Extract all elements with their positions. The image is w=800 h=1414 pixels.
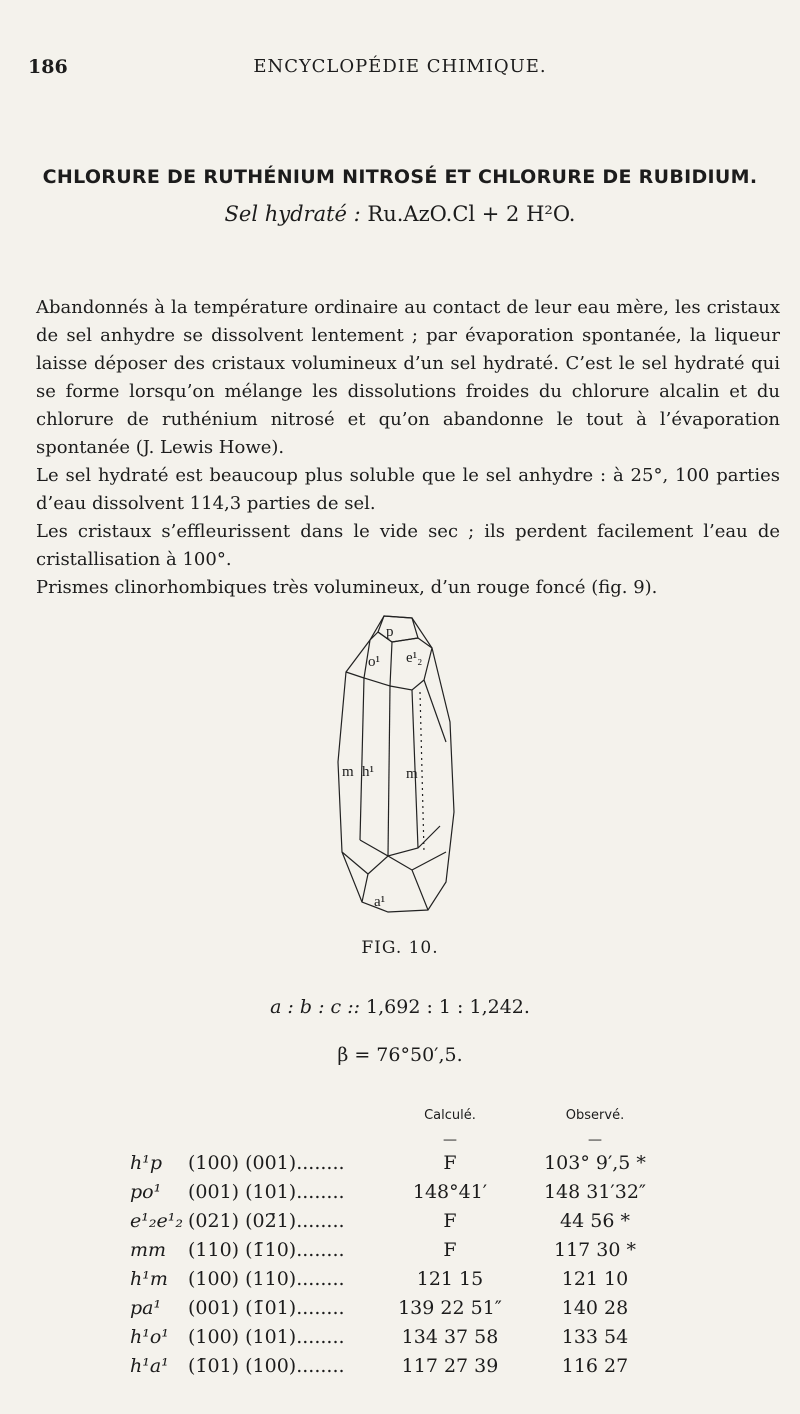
face-indices: (1̄01) (100)........ <box>188 1355 345 1377</box>
calculated-value: 134 37 58 <box>401 1326 499 1348</box>
table-header <box>130 1108 690 1152</box>
header-dash-calculated: — <box>443 1132 457 1148</box>
angle-symbol: mm <box>130 1239 167 1261</box>
figure-caption: FIG. 10. <box>361 938 439 958</box>
observed-value: 103° 9′,5 * <box>544 1152 646 1174</box>
paragraph-4: Prismes clinorhombiques très volumineux, d’un rouge foncé (fig. 9). <box>36 577 658 598</box>
label-h1: h¹ <box>362 764 374 780</box>
calculated-value: 139 22 51″ <box>398 1297 502 1319</box>
axial-ratio <box>0 996 800 1018</box>
header-calculated: Calculé. <box>424 1108 476 1123</box>
angle-table <box>130 1108 690 1384</box>
table-row <box>130 1268 690 1297</box>
calculated-value: F <box>443 1210 457 1232</box>
calculated-value: 121 15 <box>416 1268 484 1290</box>
paragraph-2: Le sel hydraté est beaucoup plus soluble que le sel anhydre : à 25°, 100 parties d’eau dissolvent 114,3 parties de sel. <box>36 465 780 514</box>
angle-symbol: h¹m <box>130 1268 168 1290</box>
angle-symbol: h¹p <box>130 1152 163 1174</box>
edge-prism-2 <box>388 686 390 856</box>
angle-symbol: h¹a¹ <box>130 1355 169 1377</box>
observed-value: 140 28 <box>561 1297 629 1319</box>
section-subtitle <box>0 202 800 226</box>
edge-dotted <box>420 692 424 852</box>
observed-value: 44 56 * <box>560 1210 630 1232</box>
label-o1: o¹ <box>368 654 380 670</box>
crystal-outline <box>338 616 454 912</box>
table-row <box>130 1152 690 1181</box>
face-indices: (001) (101)........ <box>188 1181 345 1203</box>
running-head <box>0 56 800 84</box>
face-p <box>378 616 418 642</box>
edge-base <box>360 826 440 856</box>
observed-value: 121 10 <box>561 1268 629 1290</box>
table-row <box>130 1239 690 1268</box>
face-indices: (110) (1̄10)........ <box>188 1239 345 1261</box>
edge-prism-1 <box>360 678 364 840</box>
table-row <box>130 1210 690 1239</box>
crystal-drawing <box>320 612 470 922</box>
edge-prism-5 <box>346 672 364 678</box>
calculated-value: 117 27 39 <box>401 1355 499 1377</box>
table-row <box>130 1297 690 1326</box>
label-m-right: m <box>406 766 418 782</box>
paragraph-1: Abandonnés à la température ordinaire au contact de leur eau mère, les cristaux de sel anhydre se dissolvent lentement ; par évaporation spontanée, la liqueur laisse déposer des cristaux volumineux d’un sel hydraté. C’est le sel hydraté qui se forme lorsqu’on mélange les dissolutions froides du chlorure alcalin et du chlorure de ruthénium nitrosé et qu’on abandonne le tout à l’évaporation spontanée (J. Lewis Howe). <box>36 297 780 458</box>
paragraph-3: Les cristaux s’effleurissent dans le vide sec ; ils perdent facilement l’eau de cristallisation à 100°. <box>36 521 780 570</box>
edge-base-3 <box>412 852 446 870</box>
page-number: 186 <box>28 56 68 78</box>
angle-symbol: h¹o¹ <box>130 1326 169 1348</box>
subtitle-formula: Ru.AzO.Cl + 2 H²O. <box>367 202 576 226</box>
observed-value: 148 31′32″ <box>543 1181 647 1203</box>
edge-prism-4 <box>424 680 446 742</box>
beta-angle: β = 76°50′,5. <box>337 1044 463 1066</box>
calculated-value: F <box>443 1239 457 1261</box>
axial-label: a : b : c :: <box>270 996 360 1018</box>
label-p: p <box>386 624 394 640</box>
face-indices: (100) (110)........ <box>188 1268 345 1290</box>
table-row <box>130 1326 690 1355</box>
calculated-value: 148°41′ <box>412 1181 488 1203</box>
observed-value: 117 30 * <box>553 1239 637 1261</box>
observed-value: 116 27 <box>561 1355 629 1377</box>
section-title: CHLORURE DE RUTHÉNIUM NITROSÉ ET CHLORURE DE RUBIDIUM. <box>42 166 758 188</box>
face-indices: (100) (101)........ <box>188 1326 345 1348</box>
header-dash-observed: — <box>588 1132 602 1148</box>
angle-symbol: po¹ <box>130 1181 162 1203</box>
label-e12: e¹₂ <box>406 650 423 666</box>
face-indices: (001) (1̄01)........ <box>188 1297 345 1319</box>
face-a1 <box>362 856 428 910</box>
table-rows <box>130 1152 690 1384</box>
crystal-figure <box>320 612 470 922</box>
angle-symbol: e¹₂e¹₂ <box>130 1210 183 1232</box>
header-observed: Observé. <box>565 1108 625 1123</box>
table-row <box>130 1181 690 1210</box>
label-m-left: m <box>342 764 354 780</box>
table-row <box>130 1355 690 1384</box>
running-title: ENCYCLOPÉDIE CHIMIQUE. <box>253 56 547 77</box>
face-indices: (021) (02̄1)........ <box>188 1210 345 1232</box>
face-indices: (100) (001)........ <box>188 1152 345 1174</box>
axial-values: 1,692 : 1 : 1,242. <box>366 996 530 1018</box>
label-a1: a¹ <box>374 894 386 910</box>
subtitle-label: Sel hydraté : <box>224 202 361 226</box>
calculated-value: F <box>443 1152 457 1174</box>
angle-symbol: pa¹ <box>130 1297 162 1319</box>
observed-value: 133 54 <box>561 1326 629 1348</box>
